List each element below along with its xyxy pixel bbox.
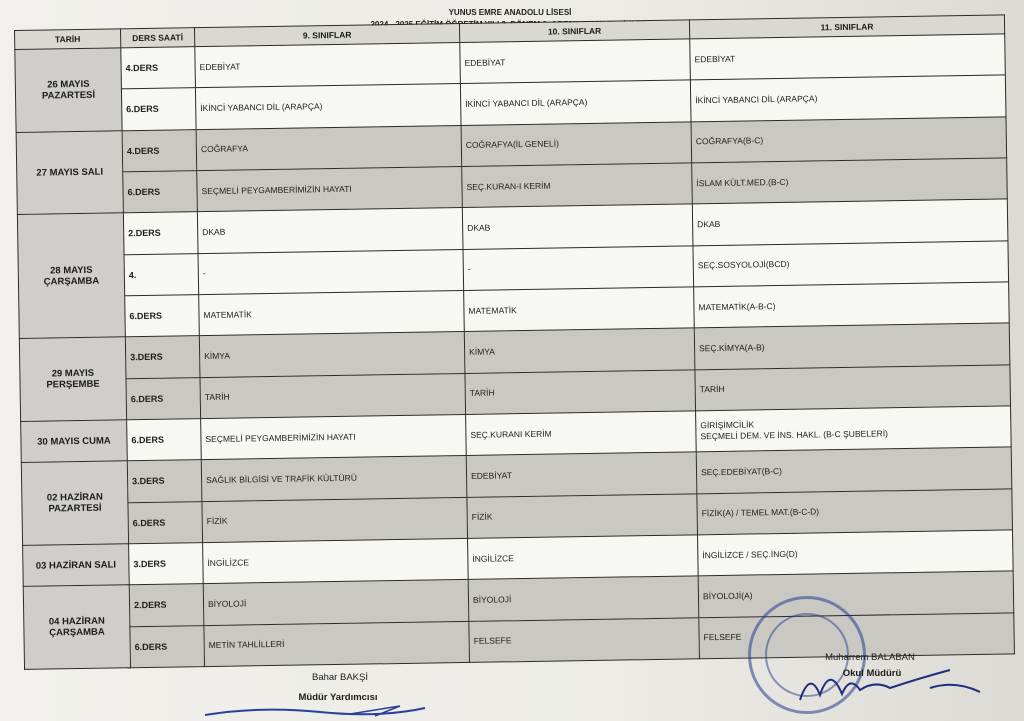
principal-title: Okul Müdürü: [842, 668, 902, 679]
subject-text: EDEBİYAT: [464, 56, 506, 68]
subject-cell-grade-11: [698, 571, 1014, 617]
subject-cell-grade-11: [691, 117, 1007, 163]
period-cell: 3.DERS: [125, 336, 200, 378]
subject-cell-grade-10: [460, 39, 691, 84]
subject-text: SEÇ.SOSYOLOJİ(BCD): [697, 259, 790, 271]
period-cell: 6.DERS: [127, 419, 202, 461]
subject-text: İNGİLİZCE: [207, 556, 250, 568]
period-cell: 6.DERS: [121, 88, 196, 130]
date-cell: 03 HAZİRAN SALI: [23, 544, 130, 587]
exam-schedule-table: [14, 14, 1015, 669]
subject-text: SEÇMELİ PEYGAMBERİMİZİN HAYATI: [201, 183, 352, 196]
subject-text: BİYOLOJİ: [472, 594, 512, 605]
subject-cell-grade-11: [698, 530, 1014, 576]
subject-text: SEÇ.KURAN-I KERİM: [466, 180, 551, 192]
subject-cell-grade-10: [464, 287, 695, 332]
subject-cell-grade-11: [690, 75, 1006, 121]
period-cell: 6.DERS: [123, 171, 198, 213]
subject-text: İKİNCİ YABANCI DİL (ARAPÇA): [200, 101, 323, 114]
assistant-principal-title: Müdür Yardımcısı: [298, 692, 378, 703]
column-header-grade-10: 10. SINIFLAR: [459, 20, 689, 43]
subject-text: FİZİK: [206, 515, 228, 527]
subject-cell-grade-10: [462, 204, 693, 249]
subject-cell-grade-10: [460, 80, 691, 125]
subject-cell-grade-9: [203, 538, 469, 583]
signature-right-scribble: [790, 650, 990, 716]
subject-cell-grade-11: [692, 199, 1008, 245]
subject-text: KİMYA: [204, 350, 231, 361]
subject-cell-grade-9: [204, 621, 470, 667]
date-cell: 26 MAYIS PAZARTESİ: [15, 48, 122, 132]
subject-cell-grade-9: [195, 42, 461, 87]
subject-cell-grade-11: [697, 488, 1013, 534]
assistant-principal-name: Bahar BAKŞİ: [312, 672, 368, 683]
subject-cell-grade-10: [468, 535, 699, 580]
column-header-grade-9: 9. SINIFLAR: [194, 24, 459, 47]
subject-text: MATEMATİK: [468, 304, 517, 316]
subject-cell-grade-9: [201, 456, 467, 501]
date-cell: 02 HAZİRAN PAZARTESİ: [21, 461, 128, 545]
subject-text: SEÇ.EDEBİYAT(B-C): [700, 465, 783, 478]
subject-cell-grade-9: [203, 580, 469, 625]
date-cell: 04 HAZİRAN ÇARŞAMBA: [23, 585, 130, 669]
subject-cell-grade-9: [197, 208, 463, 253]
date-cell: 30 MAYIS CUMA: [21, 420, 128, 463]
column-header-date: TARİH: [15, 29, 121, 50]
period-cell: 6.DERS: [128, 501, 203, 543]
subject-cell-grade-9: [199, 290, 465, 335]
period-cell: 4.DERS: [121, 47, 196, 89]
subject-cell-grade-9: [196, 125, 462, 170]
period-cell: 6.DERS: [130, 625, 205, 668]
subject-cell-grade-10: [469, 617, 700, 662]
subject-text: FİZİK(A) / TEMEL MAT.(B-C-D): [701, 506, 820, 519]
subject-cell-grade-11: [695, 365, 1011, 411]
subject-cell-grade-9: [198, 249, 464, 294]
subject-text: EDEBİYAT: [470, 470, 512, 481]
period-cell: 2.DERS: [129, 584, 204, 626]
subject-cell-grade-10: [463, 246, 694, 291]
subject-cell-grade-11: [696, 447, 1012, 493]
subject-cell-grade-9: [202, 497, 468, 542]
subject-text: METİN TAHLİLLERİ: [208, 639, 285, 651]
date-cell: 28 MAYIS ÇARŞAMBA: [17, 213, 125, 339]
subject-text: İNGİLİZCE: [472, 552, 514, 564]
subject-cell-grade-11: [694, 282, 1010, 328]
subject-cell-grade-11: [694, 323, 1010, 369]
subject-cell-grade-11: [696, 406, 1012, 452]
subject-cell-grade-9: [197, 166, 463, 211]
subject-text: DKAB: [697, 218, 721, 230]
subject-text: İKİNCİ YABANCI DİL (ARAPÇA): [695, 93, 818, 106]
subject-text: SEÇ.KURANI KERİM: [470, 428, 552, 440]
subject-text: TARİH: [204, 391, 230, 403]
subject-cell-grade-11: [692, 158, 1008, 204]
period-cell: 4.: [124, 253, 199, 295]
subject-text: SEÇ.KİMYA(A-B): [699, 342, 765, 354]
period-cell: 6.DERS: [125, 295, 200, 337]
subject-text: SAĞLIK BİLGİSİ VE TRAFİK KÜLTÜRÜ: [206, 472, 357, 485]
subject-cell-grade-9: [199, 332, 465, 377]
subject-text: MATEMATİK: [203, 308, 252, 320]
period-cell: 3.DERS: [127, 460, 202, 502]
period-cell: 2.DERS: [123, 212, 198, 254]
subject-text: -: [202, 268, 206, 279]
subject-text: DKAB: [467, 222, 491, 233]
signature-left-scribble: [200, 700, 430, 721]
subject-text: EDEBİYAT: [199, 61, 241, 72]
subject-text: DKAB: [202, 226, 226, 238]
period-cell: 4.DERS: [122, 129, 197, 171]
subject-text: İSLAM KÜLT.MED.(B-C): [696, 176, 789, 188]
table-body: [15, 34, 1015, 669]
subject-text: EDEBİYAT: [694, 53, 736, 64]
date-cell: 29 MAYIS PERŞEMBE: [19, 337, 126, 421]
subject-cell-grade-10: [465, 369, 696, 414]
subject-cell-grade-10: [467, 493, 698, 538]
subject-text: TARİH: [469, 387, 495, 399]
column-header-grade-11: 11. SINIFLAR: [689, 15, 1004, 39]
subject-text: İNGİLİZCE / SEÇ.İNG(D): [702, 548, 798, 560]
subject-text: COĞRAFYA(B-C): [695, 135, 764, 147]
principal-name: Muharrem BALABAN: [825, 652, 915, 663]
subject-text: FELSEFE: [473, 635, 512, 647]
school-name: YUNUS EMRE ANADOLU LİSESİ: [448, 8, 572, 17]
subject-text: GİRİŞİMCİLİK: [700, 419, 755, 431]
subject-cell-grade-9: [200, 373, 466, 418]
subject-cell-grade-10: [464, 328, 695, 373]
date-cell: 27 MAYIS SALI: [16, 130, 123, 214]
subject-cell-grade-9: [201, 414, 467, 459]
subject-text: TARİH: [699, 384, 725, 395]
subject-cell-grade-9: [195, 84, 461, 129]
subject-text: -: [467, 264, 471, 275]
period-cell: 6.DERS: [126, 377, 201, 419]
subject-text-second-line: SEÇMELİ DEM. VE İNS. HAKL. (B-C ŞUBELERİ): [700, 428, 889, 442]
subject-text: FELSEFE: [703, 631, 742, 643]
subject-cell-grade-10: [466, 452, 697, 497]
subject-cell-grade-10: [468, 576, 699, 621]
period-cell: 3.DERS: [129, 543, 204, 585]
subject-text: COĞRAFYA: [200, 143, 249, 155]
subject-cell-grade-10: [462, 163, 693, 208]
subject-text: BİYOLOJİ(A): [702, 590, 753, 602]
subject-cell-grade-11: [690, 34, 1006, 80]
subject-text: İKİNCİ YABANCI DİL (ARAPÇA): [465, 96, 588, 109]
subject-text: FİZİK: [471, 511, 493, 523]
column-header-period: DERS SAATİ: [120, 28, 194, 48]
subject-cell-grade-10: [461, 122, 692, 167]
subject-text: MATEMATİK(A-B-C): [698, 300, 776, 312]
subject-cell-grade-11: [693, 241, 1009, 287]
subject-text: SEÇMELİ PEYGAMBERİMİZİN HAYATI: [205, 431, 356, 444]
subject-text: BİYOLOJİ: [207, 598, 247, 609]
subject-text: KİMYA: [469, 346, 496, 357]
subject-text: COĞRAFYA(İL GENELİ): [465, 138, 559, 151]
subject-cell-grade-10: [466, 411, 697, 456]
